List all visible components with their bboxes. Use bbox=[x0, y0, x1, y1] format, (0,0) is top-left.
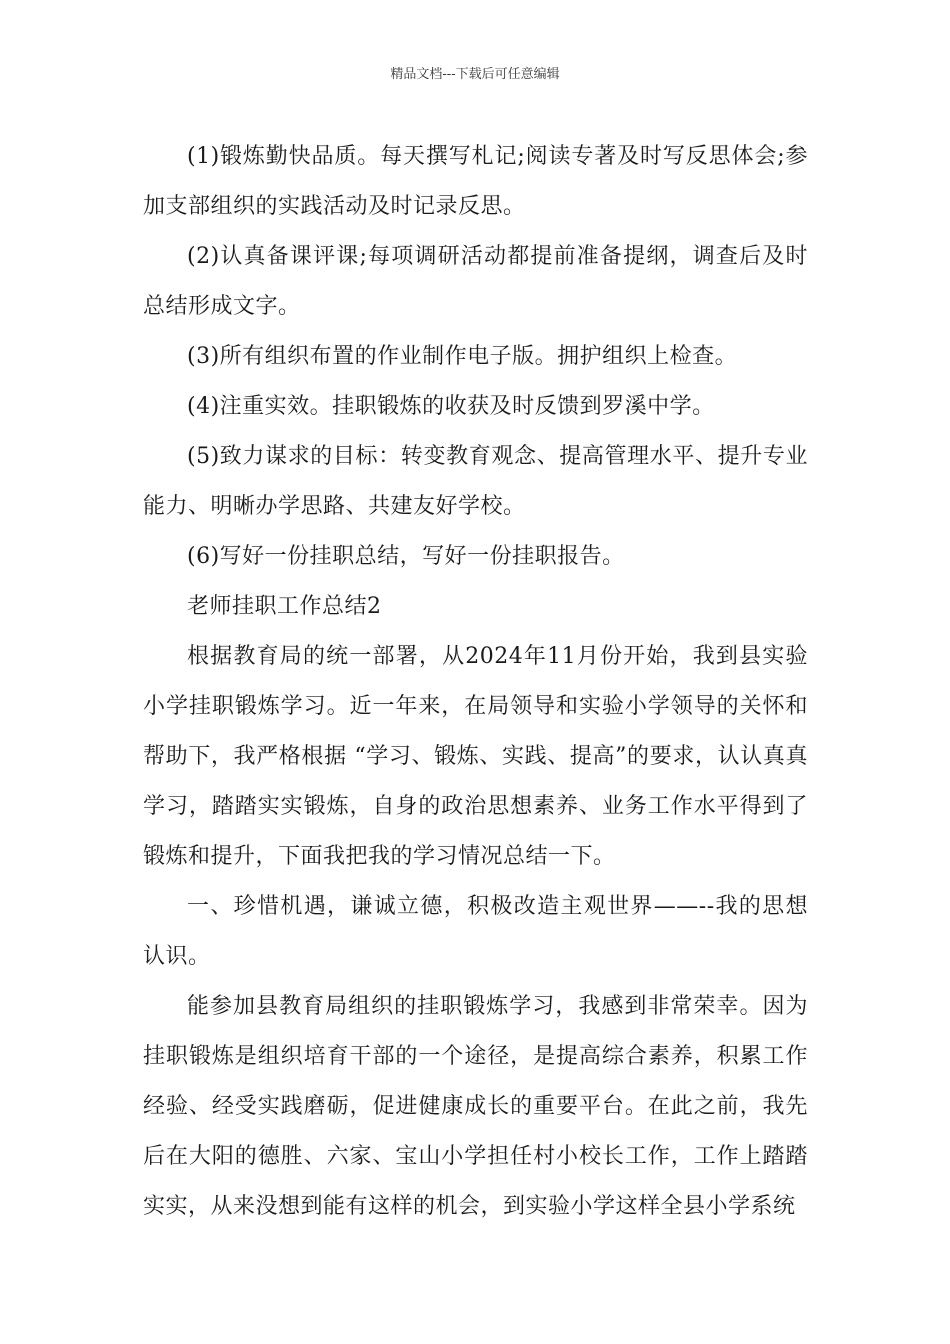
paragraph-item-6: (6)写好一份挂职总结，写好一份挂职报告。 bbox=[187, 544, 625, 569]
paragraph-item-2: (2)认真备课评课;每项调研活动都提前准备提纲，调查后及时总结形成文字。 bbox=[143, 244, 808, 319]
paragraph-body: 能参加县教育局组织的挂职锻炼学习，我感到非常荣幸。因为挂职锻炼是组织培育干部的一个途径，是提高综合素养，积累工作经验、经受实践磨砺，促进健康成长的重要平台。在此之前，我先后在大阳的德胜、六家、宝山小学担任村小校长工作，工作上踏踏实实，从来没想到能有这样的机会，到实验小学这样全县小学系统 bbox=[143, 994, 808, 1219]
section-heading-1: 一、珍惜机遇，谦诚立德，积极改造主观世界——--我的思想认识。 bbox=[143, 894, 808, 969]
paragraph-item-3: (3)所有组织布置的作业制作电子版。拥护组织上检查。 bbox=[187, 344, 738, 369]
page-header: 精品文档---下载后可任意编辑 bbox=[390, 67, 560, 82]
paragraph-item-5: (5)致力谋求的目标：转变教育观念、提高管理水平、提升专业能力、明晰办学思路、共建友好学校。 bbox=[143, 444, 808, 519]
document-body bbox=[143, 132, 808, 1232]
paragraph-item-4: (4)注重实效。挂职锻炼的收获及时反馈到罗溪中学。 bbox=[187, 394, 715, 419]
section-title: 老师挂职工作总结2 bbox=[187, 594, 382, 619]
paragraph-intro: 根据教育局的统一部署，从2024年11月份开始，我到县实验小学挂职锻炼学习。近一年来，在局领导和实验小学领导的关怀和帮助下，我严格根据 “学习、锻炼、实践、提高”的要求，认认真真学习，踏踏实实锻炼，自身的政治思想素养、业务工作水平得到了锻炼和提升，下面我把我的学习情况总结一下。 bbox=[143, 644, 808, 869]
paragraph-item-1: (1)锻炼勤快品质。每天撰写札记;阅读专著及时写反思体会;参加支部组织的实践活动及时记录反思。 bbox=[143, 144, 808, 219]
